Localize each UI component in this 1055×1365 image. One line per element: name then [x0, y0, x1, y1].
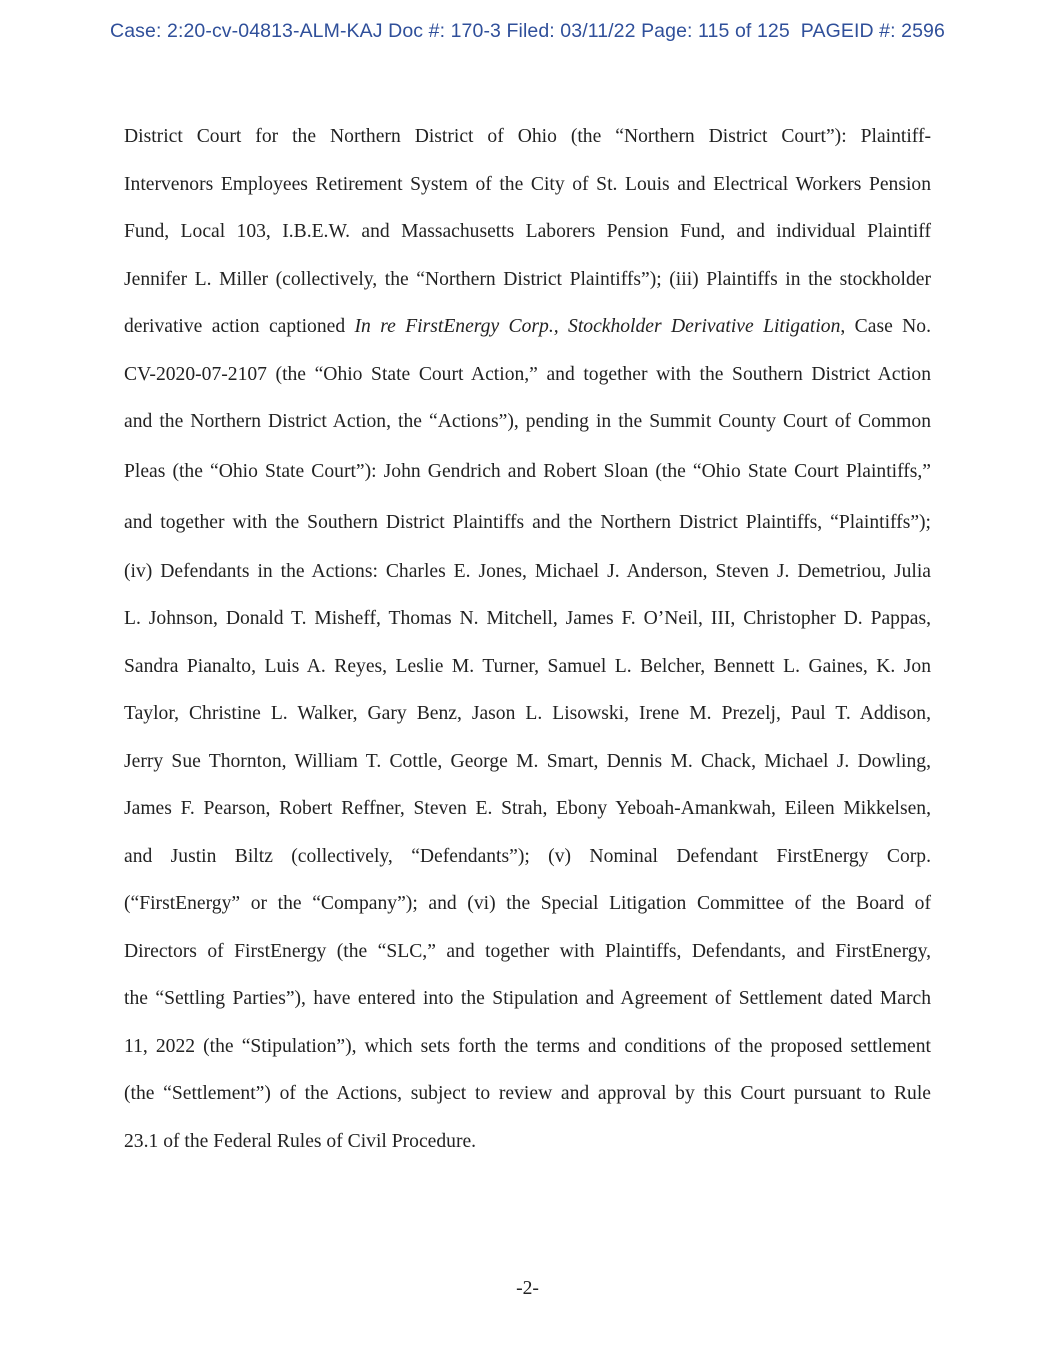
body-line: L. Johnson, Donald T. Misheff, Thomas N. Mitchell, James F. O’Neil, III, Christopher D. Pappas,	[124, 608, 931, 629]
body-line: CV-2020-07-2107 (the “Ohio State Court Action,” and together with the Southern District Action	[124, 363, 931, 385]
body-line: and together with the Southern District Plaintiffs and the Northern District Plaintiffs, “Plaintiffs”);	[124, 511, 931, 533]
body-line: Directors of FirstEnergy (the “SLC,” and together with Plaintiffs, Defendants, and FirstEnergy,	[124, 940, 931, 962]
body-line: and Justin Biltz (collectively, “Defendants”); (v) Nominal Defendant FirstEnergy Corp.	[124, 845, 931, 867]
body-line: and the Northern District Action, the “Actions”), pending in the Summit County Court of Common	[124, 411, 931, 432]
body-line: Jerry Sue Thornton, William T. Cottle, George M. Smart, Dennis M. Chack, Michael J. Dowling,	[124, 750, 931, 772]
case-caption-italic: In re FirstEnergy Corp., Stockholder Derivative Litigation	[354, 316, 841, 337]
case-header: Case: 2:20-cv-04813-ALM-KAJ Doc #: 170-3 Filed: 03/11/22 Page: 115 of 125 PAGEID #: 2596	[110, 20, 945, 42]
body-line: (the “Settlement”) of the Actions, subject to review and approval by this Court pursuant to Rule	[124, 1083, 931, 1104]
body-line-text: derivative action captioned	[124, 316, 355, 337]
body-paragraph	[124, 113, 931, 1165]
body-line: 23.1 of the Federal Rules of Civil Procedure.	[124, 1130, 477, 1152]
body-line: Taylor, Christine L. Walker, Gary Benz, Jason L. Lisowski, Irene M. Prezelj, Paul T. Addison,	[124, 703, 931, 724]
body-line: Sandra Pianalto, Luis A. Reyes, Leslie M. Turner, Samuel L. Belcher, Bennett L. Gaines, K. Jon	[124, 655, 931, 677]
body-line: Pleas (the “Ohio State Court”): John Gendrich and Robert Sloan (the “Ohio State Court Plaintiffs,”	[124, 460, 931, 482]
body-line	[124, 303, 931, 351]
body-line: (“FirstEnergy” or the “Company”); and (vi) the Special Litigation Committee of the Board of	[124, 893, 931, 914]
body-line: Fund, Local 103, I.B.E.W. and Massachusetts Laborers Pension Fund, and individual Plaintiff	[124, 221, 931, 242]
body-line: Jennifer L. Miller (collectively, the “Northern District Plaintiffs”); (iii) Plaintiffs in the stockholder	[124, 268, 931, 290]
body-line: 11, 2022 (the “Stipulation”), which sets forth the terms and conditions of the proposed settlement	[124, 1035, 931, 1057]
page-number: -2-	[516, 1278, 539, 1299]
body-line: (iv) Defendants in the Actions: Charles E. Jones, Michael J. Anderson, Steven J. Demetriou, Julia	[124, 560, 931, 582]
body-line: the “Settling Parties”), have entered into the Stipulation and Agreement of Settlement dated March	[124, 988, 931, 1009]
body-line: James F. Pearson, Robert Reffner, Steven E. Strah, Ebony Yeboah-Amankwah, Eileen Mikkelsen,	[124, 798, 931, 819]
body-line: Intervenors Employees Retirement System of the City of St. Louis and Electrical Workers Pension	[124, 173, 931, 195]
body-line: District Court for the Northern District of Ohio (the “Northern District Court”): Plaintiff-	[124, 126, 931, 147]
body-line-text: , Case No.	[840, 316, 931, 337]
